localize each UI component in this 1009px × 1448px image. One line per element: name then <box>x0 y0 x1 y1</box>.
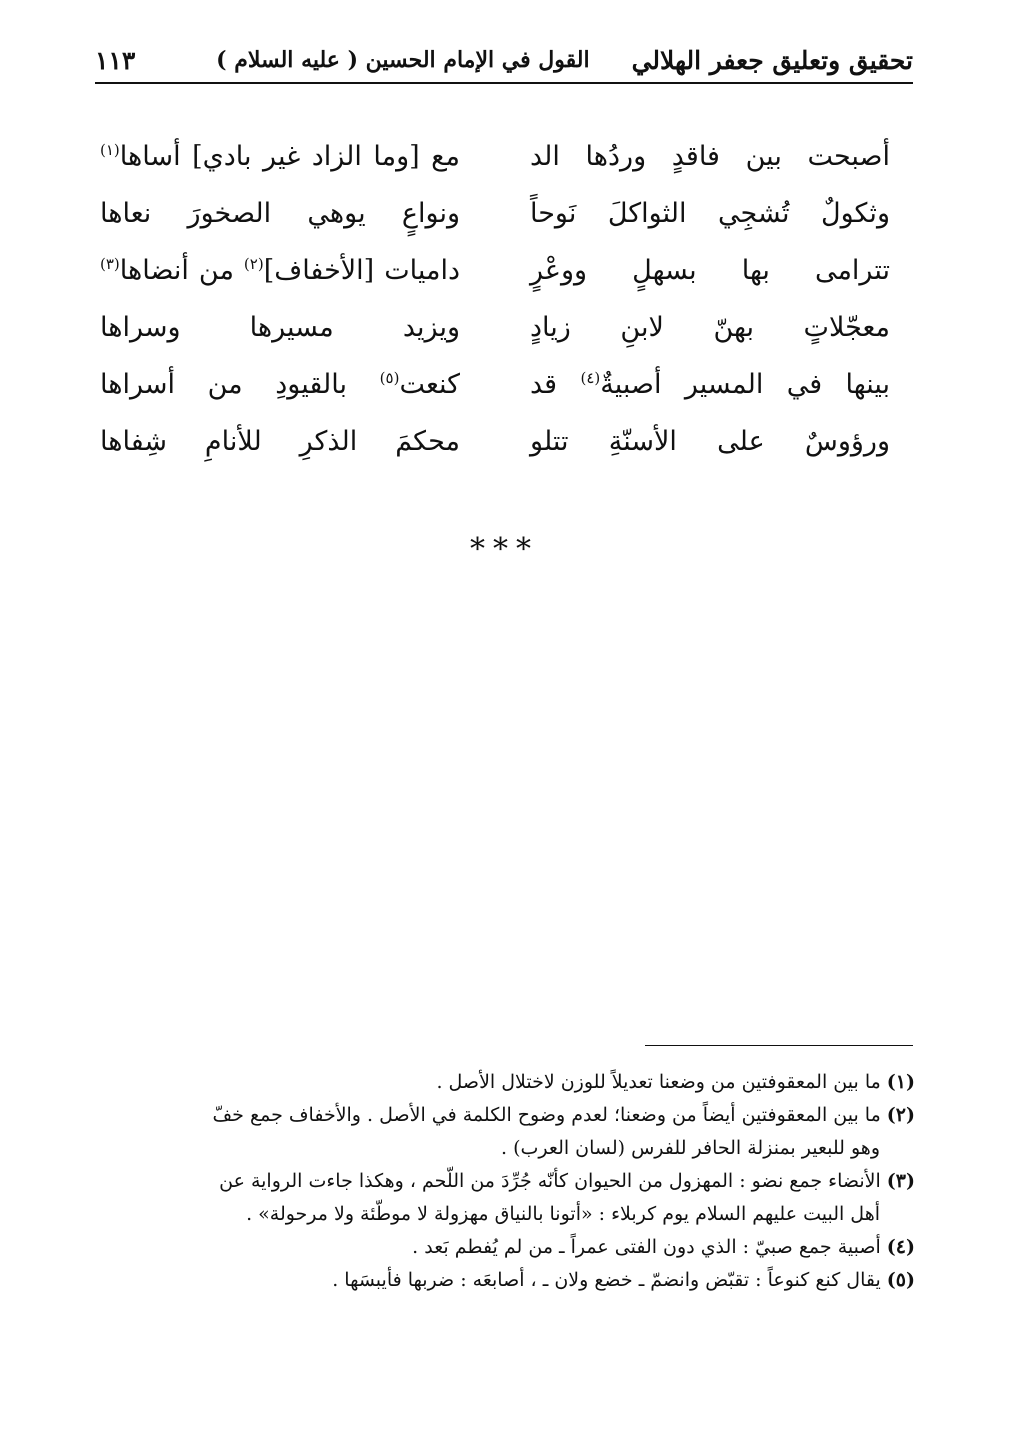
footnote-item <box>100 1066 915 1099</box>
hemistich-text: بينها في المسير أصبيةٌ <box>600 369 890 400</box>
footnote-text: ما بين المعقوفتين أيضاً من وضعنا؛ لعدم وضوح الكلمة في الأصل . والأخفاف جمع خفّ <box>212 1104 881 1126</box>
hemistich-text: مع [وما الزاد غير بادي] أساها <box>119 141 460 172</box>
footnote-text: يقال كنع كنوعاً : تقبّض وانضمّ ـ خضع ولان ـ ، أصابعَه : ضربها فأيبسَها . <box>332 1269 881 1291</box>
verse-second-hemistich: محكمَ الذكرِ للأنامِ شِفاها <box>100 426 460 457</box>
footnote-number: (٥) <box>886 1269 915 1291</box>
footnote-divider <box>645 1045 913 1046</box>
footnote-ref: (٣) <box>100 255 120 273</box>
footnote-ref: (١) <box>100 141 120 159</box>
verse-first-hemistich: معجّلاتٍ بهنّ لابنِ زيادٍ <box>530 312 890 343</box>
footnote-number: (٣) <box>886 1170 915 1192</box>
hemistich-tail: قد <box>530 369 581 400</box>
header-titles <box>216 46 913 75</box>
hemistich-tail: بالقيودِ من أسراها <box>100 369 380 400</box>
verse-first-hemistich: أصبحت بين فاقدٍ وردُها الد <box>530 141 890 172</box>
verse <box>100 413 890 470</box>
footnote-item <box>100 1165 915 1198</box>
verse <box>100 242 890 299</box>
footnote-text: ما بين المعقوفتين من وضعنا تعديلاً للوزن لاختلال الأصل . <box>436 1071 881 1093</box>
verse-second-hemistich: ويزيد مسيرها وسراها <box>100 312 460 343</box>
poem <box>100 128 890 470</box>
footnote-number: (١) <box>886 1071 915 1093</box>
chapter-title: القول في الإمام الحسين ( عليه السلام ) <box>216 47 590 73</box>
verse-second-hemistich <box>100 141 460 172</box>
footnote-ref: (٥) <box>379 369 400 387</box>
footnote-item <box>100 1099 915 1132</box>
footnote-item <box>100 1264 915 1297</box>
footnote-number: (٤) <box>886 1236 915 1258</box>
book-title: تحقيق وتعليق جعفر الهلالي <box>631 45 913 75</box>
hemistich-text: كنعت <box>399 369 460 400</box>
hemistich-text: داميات [الأخفاف] <box>263 255 460 286</box>
page-number: ١١٣ <box>95 45 136 75</box>
hemistich-tail: من أنضاها <box>119 255 244 286</box>
verse-first-hemistich: ورؤوسٌ على الأسنّةِ تتلو <box>530 426 890 457</box>
section-separator: *** <box>470 532 539 567</box>
verse <box>100 356 890 413</box>
verse-first-hemistich: وثكولٌ تُشجِي الثواكلَ نَوحاً <box>530 198 890 229</box>
page-header <box>95 38 913 84</box>
footnote-continuation: أهل البيت عليهم السلام يوم كربلاء : «أتونا بالنياق مهزولة لا موطّئة ولا مرحولة» . <box>246 1203 880 1225</box>
verse-first-hemistich <box>530 369 890 400</box>
footnote-number: (٢) <box>886 1104 915 1126</box>
verse-first-hemistich: تترامى بها بسهلٍ ووعْرٍ <box>530 255 890 286</box>
footnote-continuation: وهو للبعير بمنزلة الحافر للفرس (لسان العرب) . <box>501 1137 880 1159</box>
footnote-ref: (٤) <box>580 369 601 387</box>
verse-second-hemistich <box>100 255 460 286</box>
verse <box>100 128 890 185</box>
verse <box>100 185 890 242</box>
footnote-ref: (٢) <box>243 255 264 273</box>
footnotes <box>100 1066 915 1297</box>
verse <box>100 299 890 356</box>
verse-second-hemistich <box>100 369 460 400</box>
footnote-item <box>100 1231 915 1264</box>
verse-second-hemistich: ونواعٍ يوهي الصخورَ نعاها <box>100 198 460 229</box>
footnote-text: أصبية جمع صبيّ : الذي دون الفتى عمراً ـ من لم يُفطم بَعد . <box>412 1236 881 1258</box>
footnote-text: الأنضاء جمع نضو : المهزول من الحيوان كأنّه جُرِّدَ من اللّحم ، وهكذا جاءت الرواية عن <box>219 1170 881 1192</box>
